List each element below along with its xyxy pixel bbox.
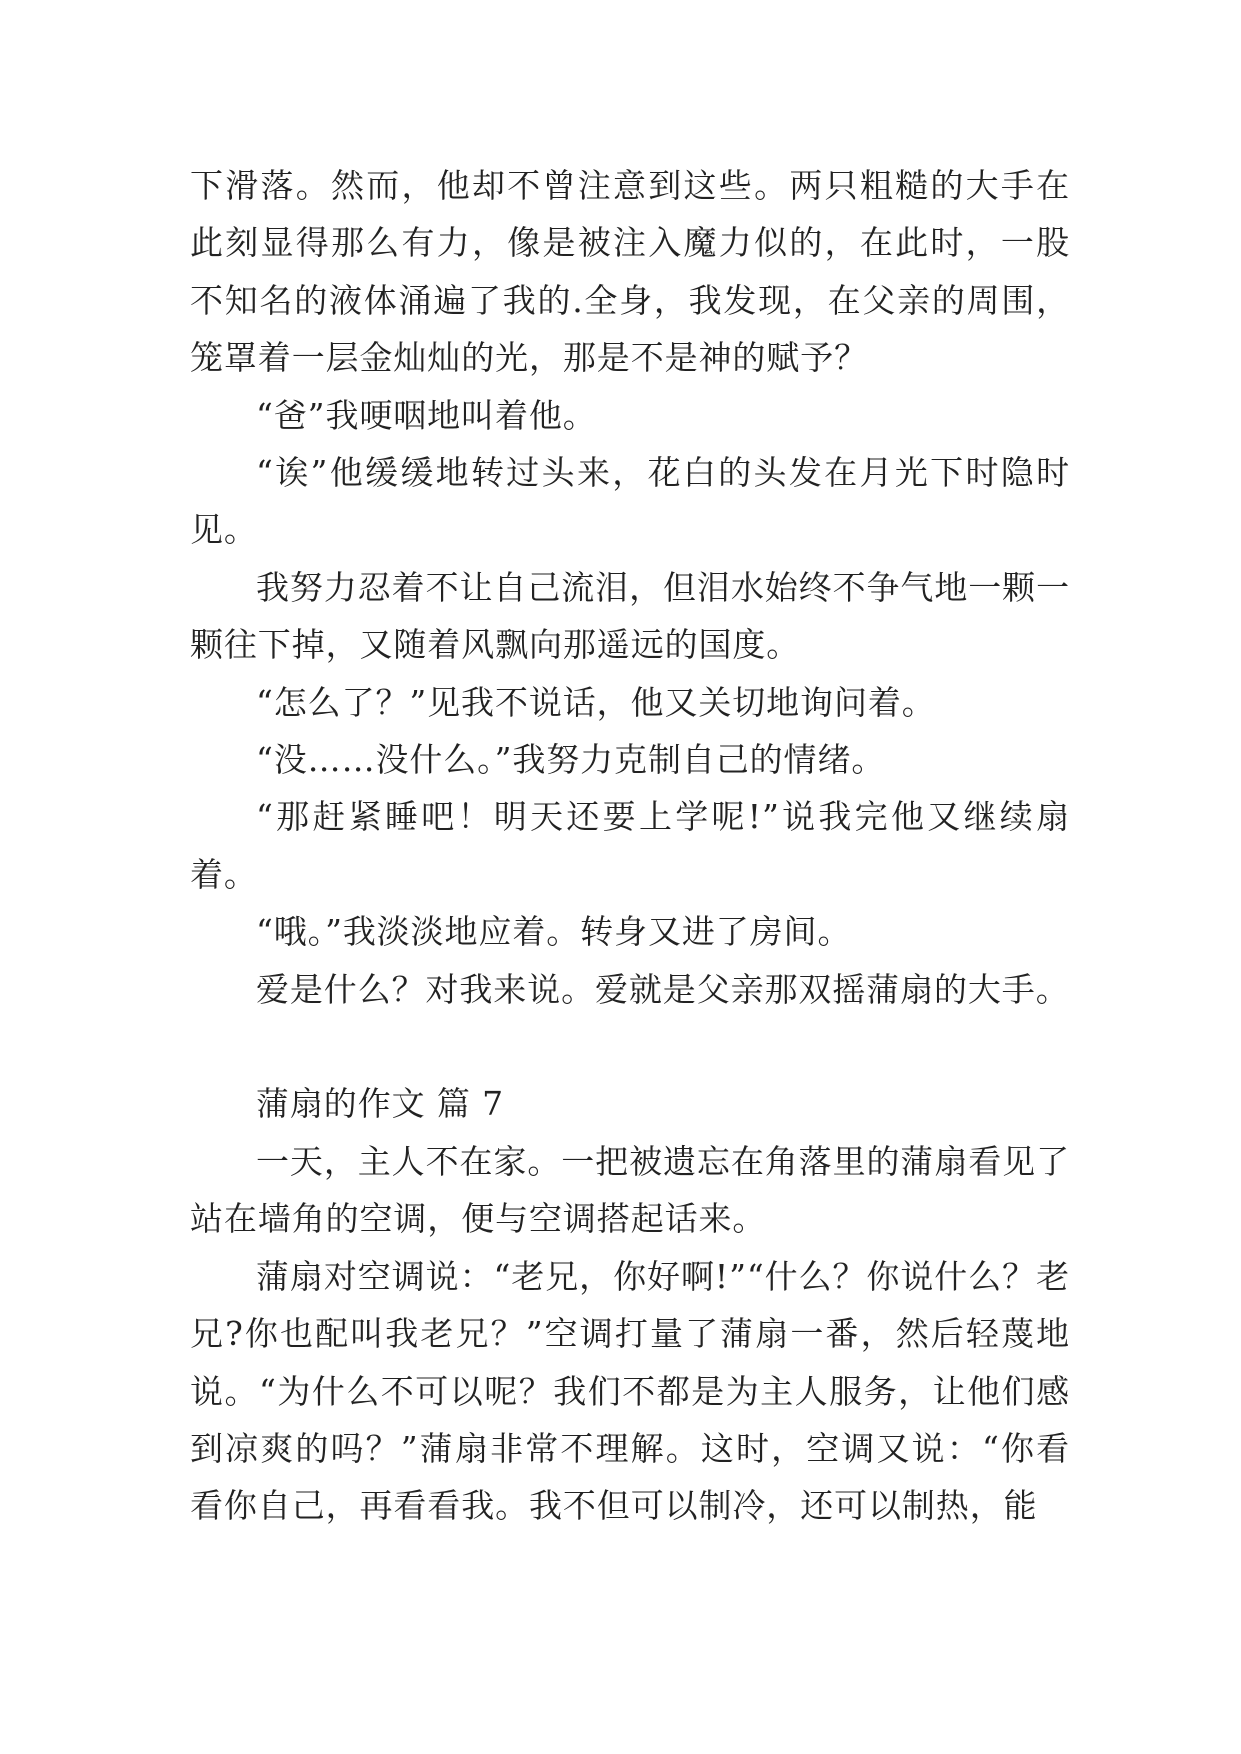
paragraph-continued: 下滑落。然而，他却不曾注意到这些。两只粗糙的大手在此刻显得那么有力，像是被注入魔力似的，在此时，一股不知名的液体涌遍了我的.全身，我发现，在父亲的周围，笼罩着一层金灿灿的光，那是不是神的赋予？ bbox=[190, 166, 1070, 378]
paragraph-fan-dialogue: 蒲扇对空调说：“老兄，你好啊!”“什么？你说什么？老兄?你也配叫我老兄？”空调打量了蒲扇一番，然后轻蔑地说。“为什么不可以呢？我们不都是为主人服务，让他们感到凉爽的吗？”蒲扇非常不理解。这时，空调又说：“你看看你自己，再看看我。我不但可以制冷，还可以制热，能 bbox=[190, 1256, 1070, 1526]
section-spacer bbox=[190, 1018, 1070, 1075]
paragraph-go-sleep: “那赶紧睡吧！明天还要上学呢!”说我完他又继续扇着。 bbox=[190, 797, 1070, 894]
paragraph-what-happened: “怎么了？”见我不说话，他又关切地询问着。 bbox=[256, 682, 936, 722]
section-heading: 蒲扇的作文 篇 7 bbox=[256, 1084, 505, 1124]
paragraph-one-day: 一天，主人不在家。一把被遗忘在角落里的蒲扇看见了站在墙角的空调，便与空调搭起话来。 bbox=[190, 1141, 1070, 1239]
paragraph-tears: 我努力忍着不让自己流泪，但泪水始终不争气地一颗一颗往下掉，又随着风飘向那遥远的国度。 bbox=[190, 567, 1070, 665]
article-body bbox=[190, 157, 1070, 1535]
paragraph-dialogue-dad: “爸”我哽咽地叫着他。 bbox=[256, 395, 597, 435]
paragraph-dialogue-reply: “诶”他缓缓地转过头来，花白的头发在月光下时隐时见。 bbox=[190, 453, 1070, 550]
paragraph-oh: “哦。”我淡淡地应着。转身又进了房间。 bbox=[256, 912, 852, 952]
paragraph-love-is: 爱是什么？对我来说。爱就是父亲那双摇蒲扇的大手。 bbox=[256, 969, 1070, 1009]
paragraph-nothing: “没……没什么。”我努力克制自己的情绪。 bbox=[256, 740, 886, 780]
